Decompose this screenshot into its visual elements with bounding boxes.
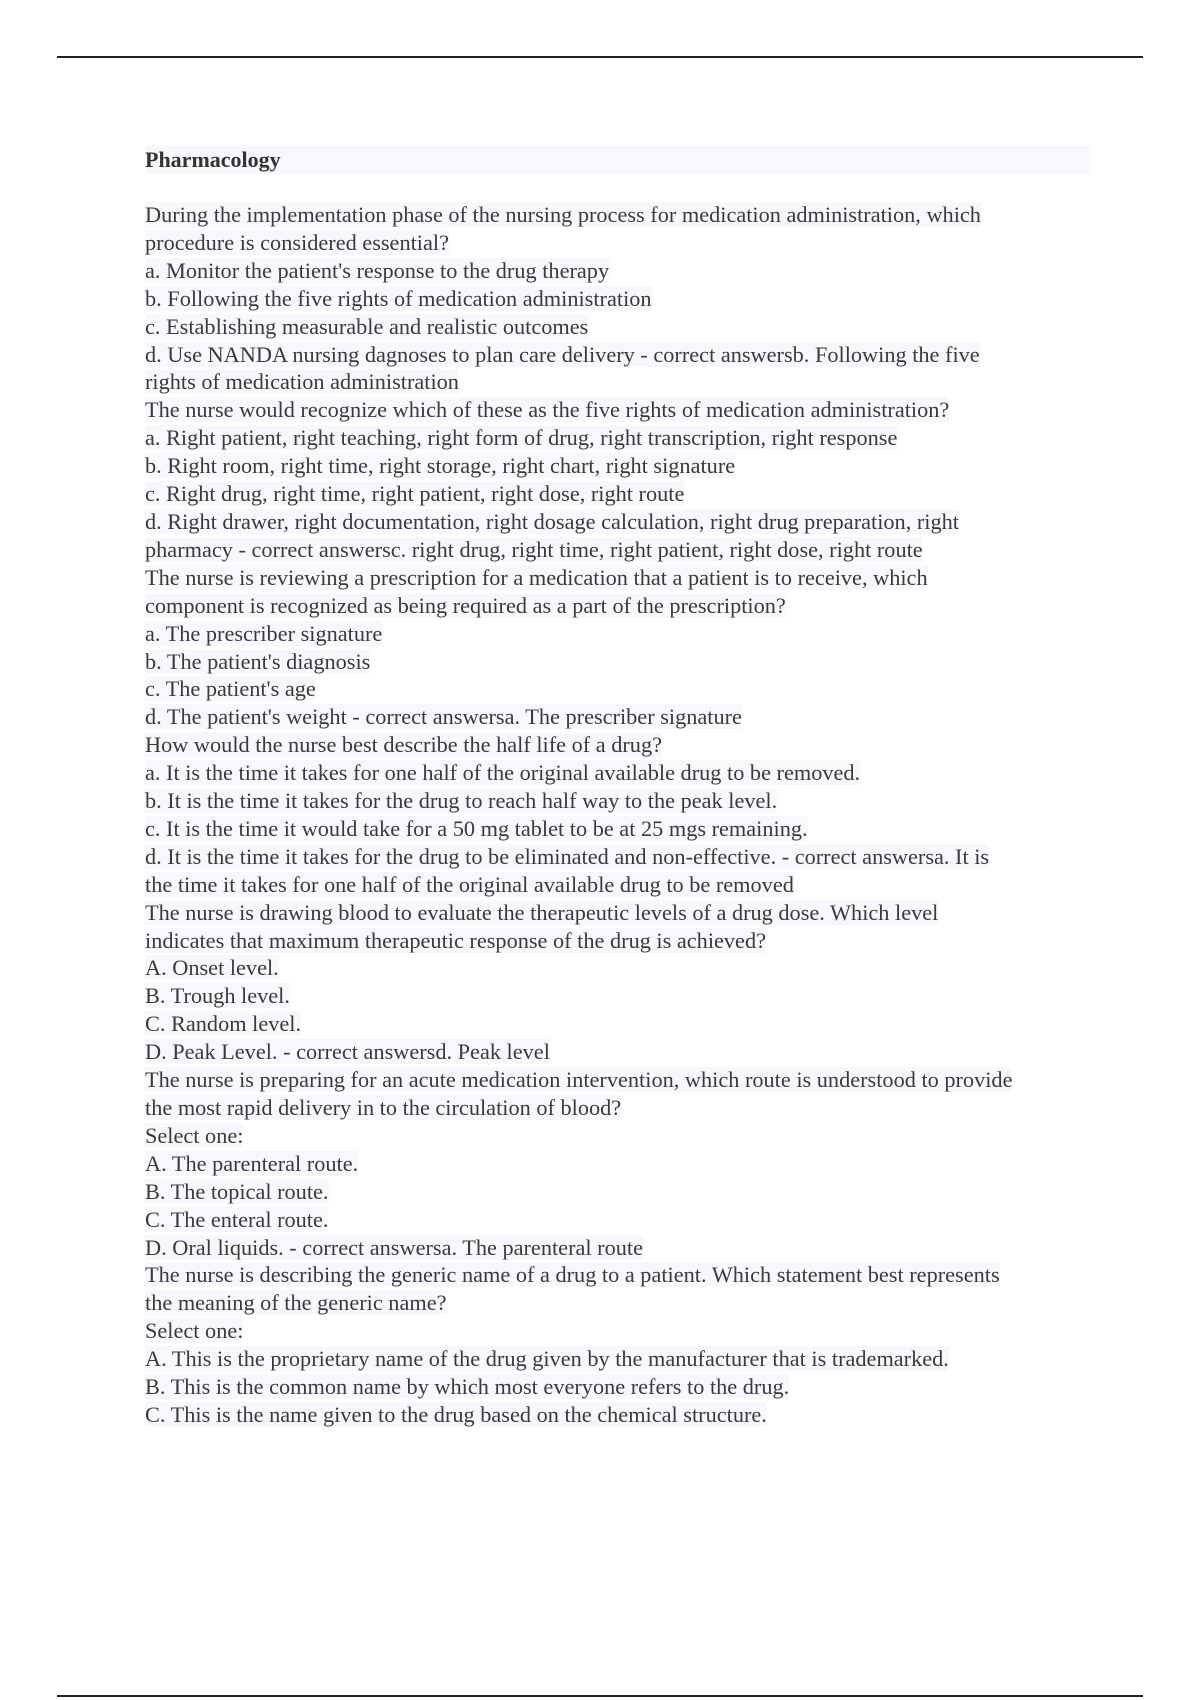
text-line xyxy=(145,480,1089,508)
text-line-content: D. Peak Level. - correct answersd. Peak level xyxy=(145,1039,550,1065)
text-line xyxy=(145,424,1089,452)
text-line-content: a. The prescriber signature xyxy=(145,620,383,646)
header-rule xyxy=(57,56,1143,58)
text-line-content: indicates that maximum therapeutic response of the drug is achieved? xyxy=(145,927,767,953)
text-line xyxy=(145,1122,1089,1150)
text-line-content: The nurse would recognize which of these as the five rights of medication administration? xyxy=(145,397,950,423)
text-line xyxy=(145,675,1089,703)
text-line xyxy=(145,1317,1089,1345)
text-line-content: rights of medication administration xyxy=(145,369,459,395)
text-line xyxy=(145,899,1089,927)
text-line-content: The nurse is drawing blood to evaluate the therapeutic levels of a drug dose. Which level xyxy=(145,899,939,925)
text-line-content: C. The enteral route. xyxy=(145,1206,329,1232)
text-line xyxy=(145,536,1089,564)
text-line-content: the time it takes for one half of the original available drug to be removed xyxy=(145,871,794,897)
text-line xyxy=(145,1373,1089,1401)
text-line xyxy=(145,368,1089,396)
text-line-content: A. This is the proprietary name of the drug given by the manufacturer that is trademarked. xyxy=(145,1346,949,1372)
text-line-content: the most rapid delivery in to the circulation of blood? xyxy=(145,1095,622,1120)
text-line xyxy=(145,703,1089,731)
text-line xyxy=(145,927,1089,955)
text-line-content: Select one: xyxy=(145,1122,244,1148)
text-line xyxy=(145,815,1089,843)
text-line-content: A. Onset level. xyxy=(145,955,279,981)
text-line xyxy=(145,396,1089,424)
text-line-content: C. Random level. xyxy=(145,1011,302,1037)
text-line xyxy=(145,201,1089,229)
text-line xyxy=(145,1234,1089,1262)
text-line-content: B. This is the common name by which most everyone refers to the drug. xyxy=(145,1374,790,1400)
text-line-content: During the implementation phase of the nursing process for medication administration, which xyxy=(145,202,981,227)
text-line xyxy=(145,1038,1089,1066)
text-line xyxy=(145,285,1089,313)
text-line xyxy=(145,1261,1089,1289)
text-line-content: b. Right room, right time, right storage, right chart, right signature xyxy=(145,453,736,479)
text-line xyxy=(145,759,1089,787)
text-line xyxy=(145,954,1089,982)
text-line-content: D. Oral liquids. - correct answersa. The parenteral route xyxy=(145,1234,643,1260)
text-line-content: d. It is the time it takes for the drug to be eliminated and non-effective. - correct answersa. It is xyxy=(145,843,990,869)
text-line-content: C. This is the name given to the drug based on the chemical structure. xyxy=(145,1401,767,1427)
text-line-content: B. The topical route. xyxy=(145,1178,329,1204)
text-line-content: b. The patient's diagnosis xyxy=(145,648,371,674)
text-line-content: The nurse is preparing for an acute medication intervention, which route is understood to provide xyxy=(145,1067,1013,1093)
text-line-content: b. It is the time it takes for the drug to reach half way to the peak level. xyxy=(145,788,778,814)
text-line-content: procedure is considered essential? xyxy=(145,229,449,255)
text-line xyxy=(145,229,1089,257)
text-line xyxy=(145,1150,1089,1178)
text-line xyxy=(145,452,1089,480)
text-line-content: a. Right patient, right teaching, right form of drug, right transcription, right response xyxy=(145,425,898,451)
text-line xyxy=(145,1401,1089,1429)
text-line-content: c. Establishing measurable and realistic outcomes xyxy=(145,313,589,339)
text-line-content: The nurse is describing the generic name of a drug to a patient. Which statement best represents xyxy=(145,1262,1000,1288)
text-line-content: How would the nurse best describe the half life of a drug? xyxy=(145,732,662,758)
text-line xyxy=(145,313,1089,341)
text-line-content: A. The parenteral route. xyxy=(145,1150,359,1176)
text-line-content: d. Use NANDA nursing dagnoses to plan care delivery - correct answersb. Following the five xyxy=(145,341,980,367)
text-line xyxy=(145,1345,1089,1373)
text-line xyxy=(145,1178,1089,1206)
footer-rule xyxy=(57,1695,1143,1697)
text-line-content: b. Following the five rights of medication administration xyxy=(145,285,652,311)
text-line-content: a. Monitor the patient's response to the drug therapy xyxy=(145,257,610,283)
text-line-content: c. Right drug, right time, right patient, right dose, right route xyxy=(145,481,685,507)
text-line xyxy=(145,1066,1089,1094)
text-line xyxy=(145,731,1089,759)
text-line-content: the meaning of the generic name? xyxy=(145,1290,447,1316)
text-line xyxy=(145,1094,1089,1122)
text-line-content: The nurse is reviewing a prescription for a medication that a patient is to receive, which xyxy=(145,564,928,590)
text-line-content: d. Right drawer, right documentation, right dosage calculation, right drug preparation, right xyxy=(145,508,959,534)
text-line-content: component is recognized as being required as a part of the prescription? xyxy=(145,592,786,618)
text-line-content: a. It is the time it takes for one half of the original available drug to be removed. xyxy=(145,760,861,786)
text-line xyxy=(145,787,1089,815)
text-line xyxy=(145,982,1089,1010)
text-line xyxy=(145,564,1089,592)
text-line xyxy=(145,843,1089,871)
text-line xyxy=(145,341,1089,369)
text-line-content: c. It is the time it would take for a 50 mg tablet to be at 25 mgs remaining. xyxy=(145,815,808,841)
text-line xyxy=(145,620,1089,648)
text-line-content: B. Trough level. xyxy=(145,983,290,1009)
text-line xyxy=(145,871,1089,899)
text-line xyxy=(145,592,1089,620)
text-line-content: d. The patient's weight - correct answersa. The prescriber signature xyxy=(145,704,742,730)
document-title: Pharmacology xyxy=(145,145,1089,174)
text-line-content: c. The patient's age xyxy=(145,676,316,702)
text-line xyxy=(145,1206,1089,1234)
text-line-content: Select one: xyxy=(145,1318,244,1344)
document-body xyxy=(145,201,1089,1429)
text-line xyxy=(145,1010,1089,1038)
text-line xyxy=(145,648,1089,676)
text-line-content: pharmacy - correct answersc. right drug, right time, right patient, right dose, right route xyxy=(145,536,923,562)
text-line xyxy=(145,508,1089,536)
text-line xyxy=(145,257,1089,285)
text-line xyxy=(145,1289,1089,1317)
